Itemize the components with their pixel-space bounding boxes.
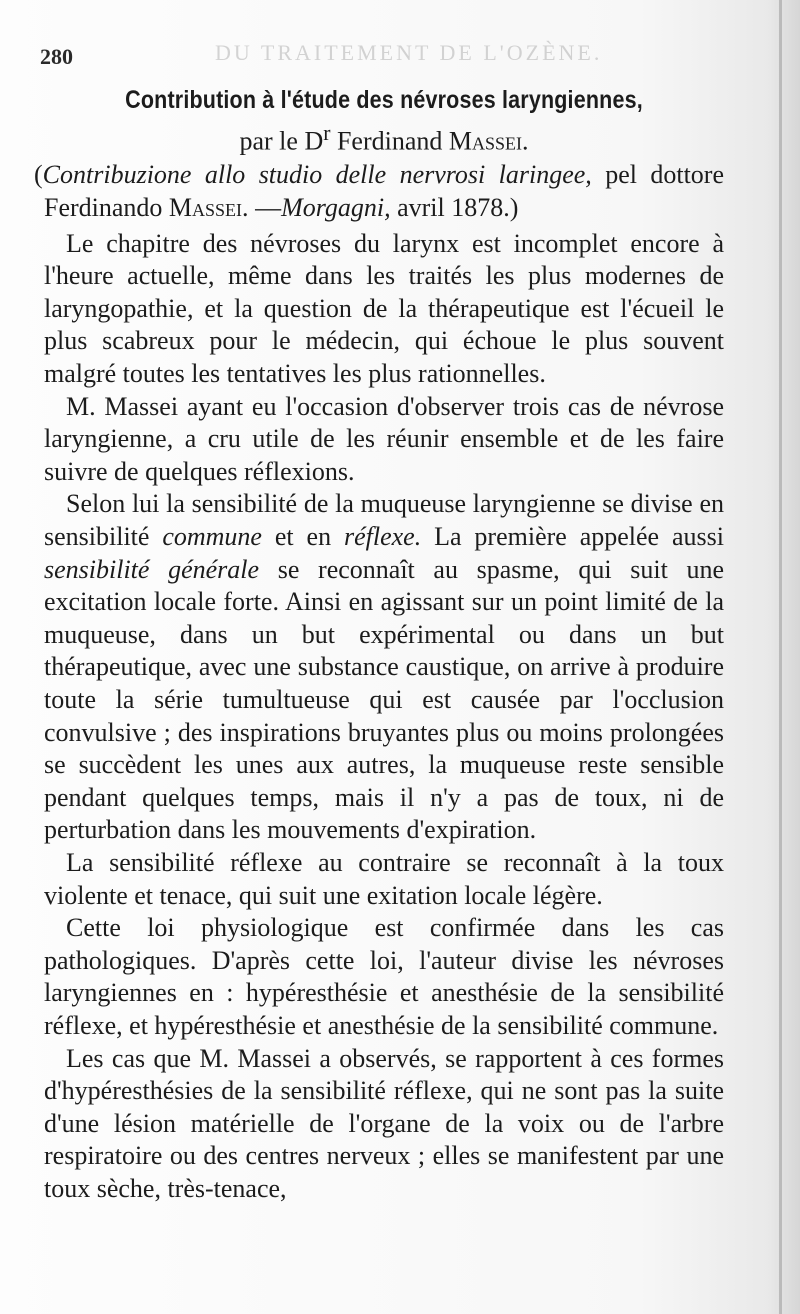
source-journal: Morgagni,	[281, 192, 391, 222]
article-byline	[44, 117, 724, 158]
page-content	[34, 83, 724, 1205]
running-head	[40, 40, 740, 74]
paragraph-5: Cette loi physiologique est confirmée dans les cas pathologiques. D'après cette loi, l'auteur divise les névroses laryngiennes en : hypéresthésie et anesthésie de la sensibilité réflexe, et hypéresthésie et anesthésie de la sensibilité commune.	[44, 913, 724, 1040]
source-author: Massei.	[168, 192, 249, 222]
byline-last-name: Massei.	[448, 126, 529, 156]
byline-sup: r	[323, 121, 331, 145]
source-italian-title: Contribuzione allo studio delle nervrosi laringee,	[42, 159, 592, 189]
paragraph-1: Le chapitre des névroses du larynx est incomplet encore à l'heure actuelle, même dans les traités les plus modernes de laryngopathie, et la question de la thérapeutique est l'écueil le plus scabreux pour le médecin, qui échoue le plus souvent malgré toutes les tentatives les plus rationnelles.	[44, 228, 724, 389]
source-date: avril 1878.)	[390, 192, 519, 222]
paragraph-3	[44, 488, 724, 847]
p3-part-e: La première appelée aussi	[421, 522, 724, 551]
p3-part-g: se reconnaît au spasme, qui suit une excitation locale forte. Ainsi en agissant sur un point limité de la muqueuse, dans un but expérimental ou dans un but thérapeutique, avec une substance caustique, on arrive à produire toute la série tumultueuse qui est causée par l'occlusion convulsive ; des inspirations bruyantes plus ou moins prolongées se succèdent les unes aux autres, la muqueuse reste sensible pendant quelques temps, mais il n'y a pas de toux, ni de perturbation dans les mouvements d'expiration.	[44, 554, 724, 845]
p3-commune: commune	[162, 522, 262, 551]
source-mid: pel dottore Ferdinando	[44, 159, 724, 222]
byline-first-name: Ferdinand	[336, 126, 443, 156]
page-number: 280	[40, 44, 73, 69]
p3-sensibilite-generale: sensibilité générale	[44, 554, 260, 584]
source-dash: —	[248, 192, 282, 222]
running-title-bleedthrough: DU TRAITEMENT DE L'OZÈNE.	[215, 40, 603, 65]
source-open-paren: (	[34, 159, 43, 189]
p3-part-c: et en	[261, 522, 344, 551]
paragraph-6: Les cas que M. Massei a observés, se rapportent à ces formes d'hypéresthésies de la sensibilité réflexe, qui ne sont pas la suite d'une lésion matérielle de l'organe de la voix ou de l'arbre respiratoire ou des centres nerveux ; elles se manifestent par une toux sèche, très-tenace,	[44, 1043, 724, 1203]
article-title: Contribution à l'étude des névroses laryngiennes,	[125, 86, 643, 114]
paragraph-2: M. Massei ayant eu l'occasion d'observer trois cas de névrose laryngienne, a cru utile de les réunir ensemble et de les faire suivre de quelques réflexions.	[44, 391, 724, 486]
byline-prefix: par le D	[239, 126, 324, 156]
p3-part-a: Selon lui la sensibilité de la muqueuse laryngienne se divise en sensibilité	[44, 489, 724, 551]
page-edge-shadow	[779, 0, 782, 1314]
paragraph-4: La sensibilité réflexe au contraire se reconnaît à la toux violente et tenace, qui suit une exitation locale légère.	[44, 847, 724, 910]
p3-reflexe: réflexe.	[343, 522, 422, 551]
source-citation	[34, 158, 724, 224]
